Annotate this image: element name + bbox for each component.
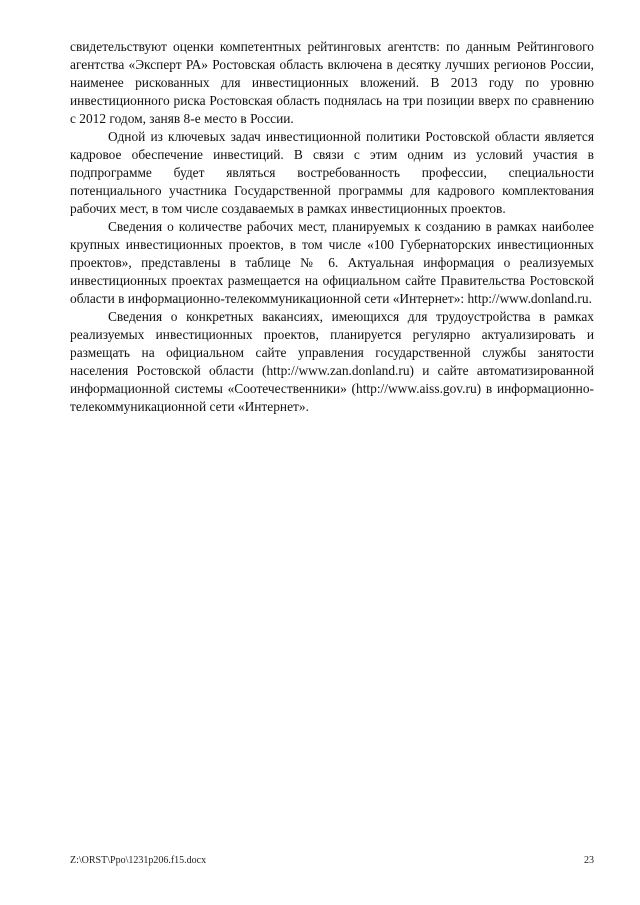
paragraph-2: Одной из ключевых задач инвестиционной политики Ростовской области является кадровое обеспечение инвестиций. В связи с этим одним из условий участия в подпрограмме будет являться востребованность профессии, специальности потенциального участника Государственной программы для кадрового комплектования рабочих мест, в том числе создаваемых в рамках инвестиционных проектов.: [70, 129, 594, 216]
paragraph-3: Сведения о количестве рабочих мест, планируемых к созданию в рамках наиболее крупных инвестиционных проектов, в том числе «100 Губернаторских инвестиционных проектов», представлены в таблице № 6. Актуальная информация о реализуемых инвестиционных проектах размещается на официальном сайте Правительства Ростовской области в информационно-телекоммуникационной сети «Интернет»: http://www.donland.ru.: [70, 219, 594, 306]
paragraph-4: Сведения о конкретных вакансиях, имеющихся для трудоустройства в рамках реализуемых инвестиционных проектов, планируется регулярно актуализировать и размещать на официальном сайте управления государственной службы занятости населения Ростовской области (http://www.zan.donland.ru) и сайте автоматизированной информационной системы «Соотечественники» (http://www.aiss.gov.ru) в информационно-телекоммуникационной сети «Интернет».: [70, 309, 594, 414]
document-body: [70, 38, 594, 416]
footer-file-path: Z:\ORST\Ppo\1231p206.f15.docx: [70, 855, 207, 866]
paragraph-1: свидетельствуют оценки компетентных рейтинговых агентств: по данным Рейтингового агентства «Эксперт РА» Ростовская область включена в десятку лучших регионов России, наименее рискованных для инвестиционных вложений. В 2013 году по уровню инвестиционного риска Ростовская область поднялась на три позиции вверх по сравнению с 2012 годом, заняв 8-е место в России.: [70, 39, 594, 126]
page-footer: [70, 855, 594, 866]
footer-page-number: 23: [584, 855, 594, 866]
